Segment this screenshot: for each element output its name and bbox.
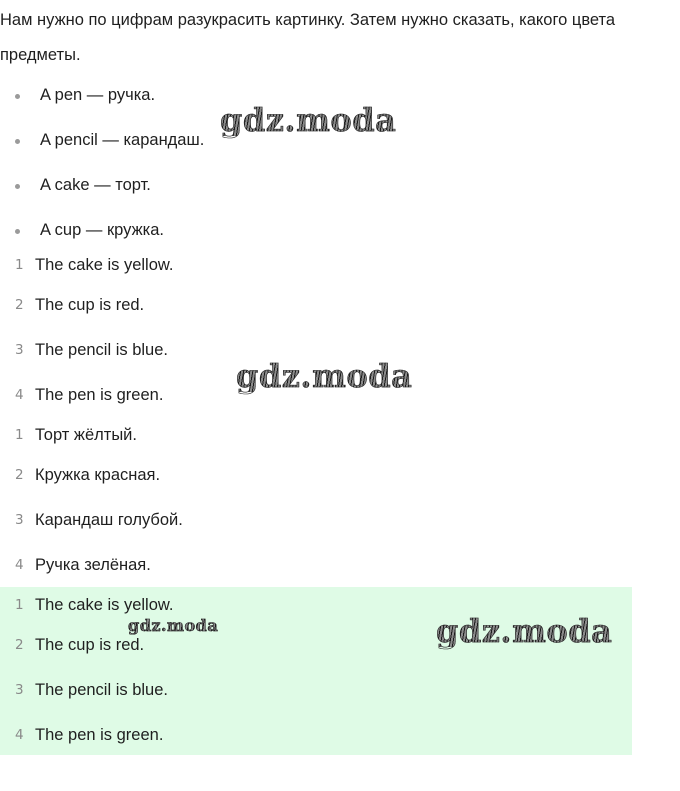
english-answers-list [0,250,173,425]
answer-item [0,420,183,460]
answer-item [0,720,173,765]
list-number: 2 [15,637,24,653]
answer-text: Карандаш голубой. [35,511,183,529]
intro-paragraph: Нам нужно по цифрам разукрасить картинку. Затем нужно сказать, какого цвета предметы. [0,11,616,64]
answer-text: Кружка красная. [35,466,161,484]
vocabulary-text: A pencil — карандаш. [40,131,205,149]
answer-item [0,380,173,425]
answer-text: The cake is yellow. [35,596,174,614]
vocabulary-text: A cup — кружка. [40,221,164,239]
list-number: 1 [15,257,24,273]
list-number: 4 [15,387,24,403]
vocabulary-item [0,168,204,213]
list-number: 1 [15,597,24,613]
list-number: 4 [15,557,24,573]
answer-text: The pencil is blue. [35,341,168,359]
answer-item [0,630,173,675]
list-number: 2 [15,297,24,313]
answer-item [0,460,183,505]
list-number: 1 [15,427,24,443]
list-number: 2 [15,467,24,483]
russian-answers-list [0,420,183,595]
watermark-logo: gdz.moda [128,616,219,635]
vocabulary-list [0,78,204,258]
vocabulary-item [0,78,204,123]
list-number: 3 [15,682,24,698]
bullet-dot-icon [15,184,20,189]
answer-item [0,335,173,380]
vocabulary-text: A cake — торт. [40,176,151,194]
answer-text: The pen is green. [35,386,164,404]
answer-item [0,290,173,335]
watermark-logo: gdz.moda [220,101,397,139]
answer-item [0,250,173,290]
bullet-dot-icon [15,229,20,234]
watermark-logo: gdz.moda [436,612,613,650]
bullet-dot-icon [15,139,20,144]
answer-text: The pencil is blue. [35,681,168,699]
answer-item [0,505,183,550]
watermark-logo: gdz.moda [236,357,413,395]
list-number: 4 [15,727,24,743]
answer-text: The cake is yellow. [35,256,174,274]
vocabulary-text: A pen — ручка. [40,86,156,104]
list-number: 3 [15,512,24,528]
answer-text: Ручка зелёная. [35,556,151,574]
list-number: 3 [15,342,24,358]
answer-item [0,675,173,720]
answer-text: The pen is green. [35,726,164,744]
answer-text: The cup is red. [35,636,145,654]
bullet-dot-icon [15,94,20,99]
answer-text: The cup is red. [35,296,145,314]
vocabulary-item [0,123,204,168]
answer-text: Торт жёлтый. [35,426,137,444]
